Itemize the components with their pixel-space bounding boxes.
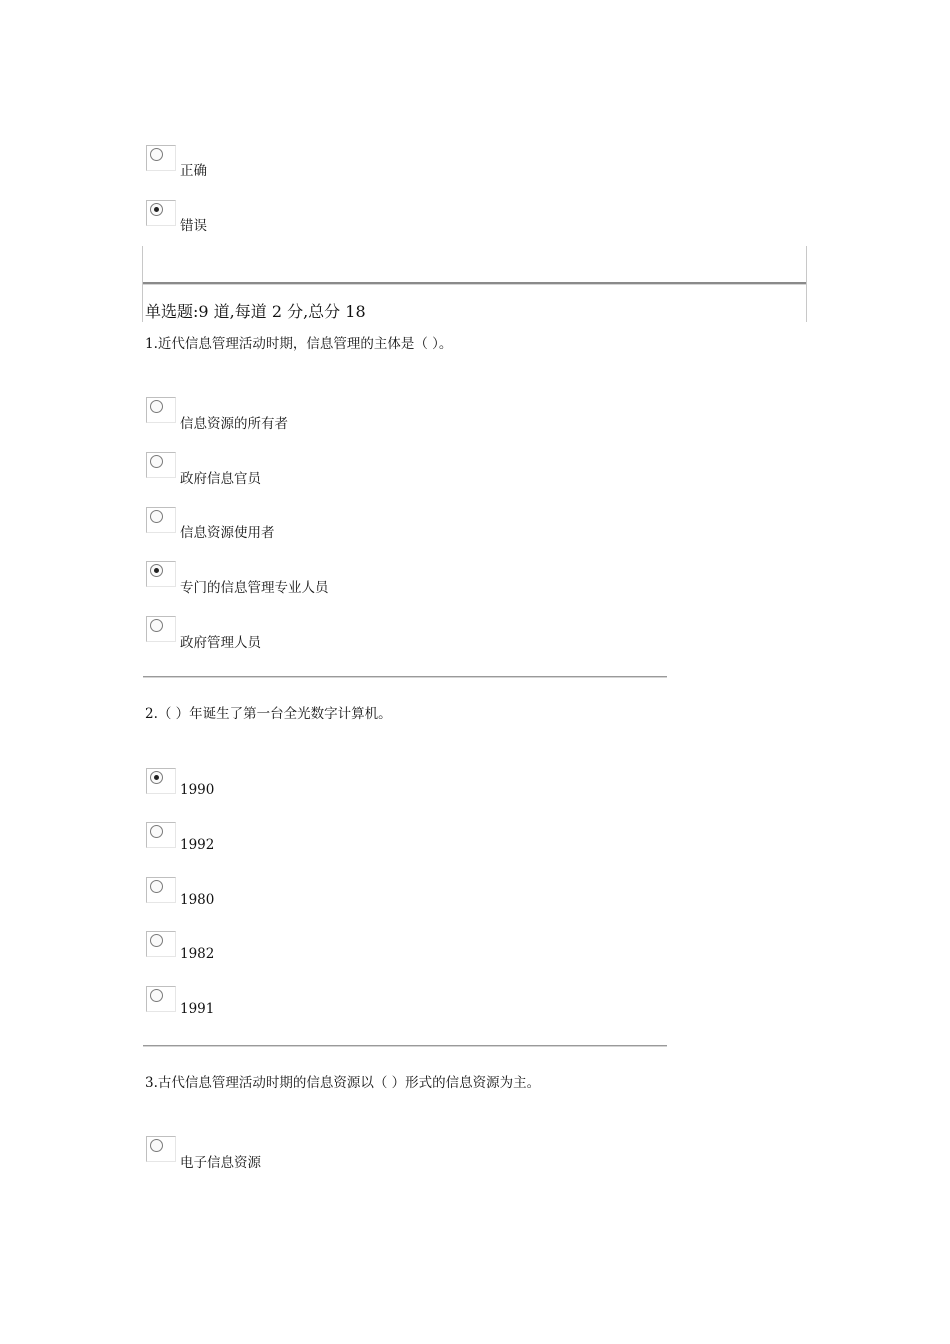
prev-option-1-label: 正确 [180,163,207,179]
section-box-right-border [806,246,807,322]
q2-option-3-radio[interactable] [150,880,163,893]
radio-cell [146,1136,176,1162]
radio-cell [146,768,176,794]
q2-option-1-radio[interactable] [150,771,163,784]
q2-option-3-label: 1980 [180,892,215,908]
q1-option-4-label: 专门的信息管理专业人员 [180,580,329,596]
radio-cell [146,507,176,533]
radio-cell [146,561,176,587]
q2-option-1-label: 1990 [180,782,215,798]
radio-cell [146,877,176,903]
q1-option-4-radio[interactable] [150,564,163,577]
q3-option-1-radio[interactable] [150,1139,163,1152]
q2-option-4-label: 1982 [180,946,215,962]
q1-option-5-label: 政府管理人员 [180,635,261,651]
q2-option-4-radio[interactable] [150,934,163,947]
q1-option-2-radio[interactable] [150,455,163,468]
radio-cell [146,822,176,848]
q2-option-5-label: 1991 [180,1001,215,1017]
q3-option-1-label: 电子信息资源 [180,1155,261,1171]
q2-option-2-label: 1992 [180,837,215,853]
prev-option-2-label: 错误 [180,218,207,234]
radio-cell [146,397,176,423]
question-1-text: 1.近代信息管理活动时期，信息管理的主体是（ ）。 [145,336,453,352]
radio-cell [146,986,176,1012]
question-2-text: 2.（ ）年诞生了第一台全光数字计算机。 [145,706,392,722]
section-divider [143,282,806,285]
radio-cell [146,931,176,957]
question-divider [143,1045,667,1047]
q1-option-1-radio[interactable] [150,400,163,413]
question-divider [143,676,667,678]
radio-cell [146,200,176,226]
q1-option-5-radio[interactable] [150,619,163,632]
q2-option-2-radio[interactable] [150,825,163,838]
q2-option-5-radio[interactable] [150,989,163,1002]
section-title: 单选题:9 道,每道 2 分,总分 18 [145,302,366,321]
radio-cell [146,145,176,171]
prev-option-1-radio[interactable] [150,148,163,161]
q1-option-3-radio[interactable] [150,510,163,523]
radio-cell [146,452,176,478]
radio-cell [146,616,176,642]
question-3-text: 3.古代信息管理活动时期的信息资源以（ ）形式的信息资源为主。 [145,1075,541,1091]
q1-option-3-label: 信息资源使用者 [180,525,275,541]
prev-option-2-radio[interactable] [150,203,163,216]
q1-option-2-label: 政府信息官员 [180,471,261,487]
q1-option-1-label: 信息资源的所有者 [180,416,288,432]
